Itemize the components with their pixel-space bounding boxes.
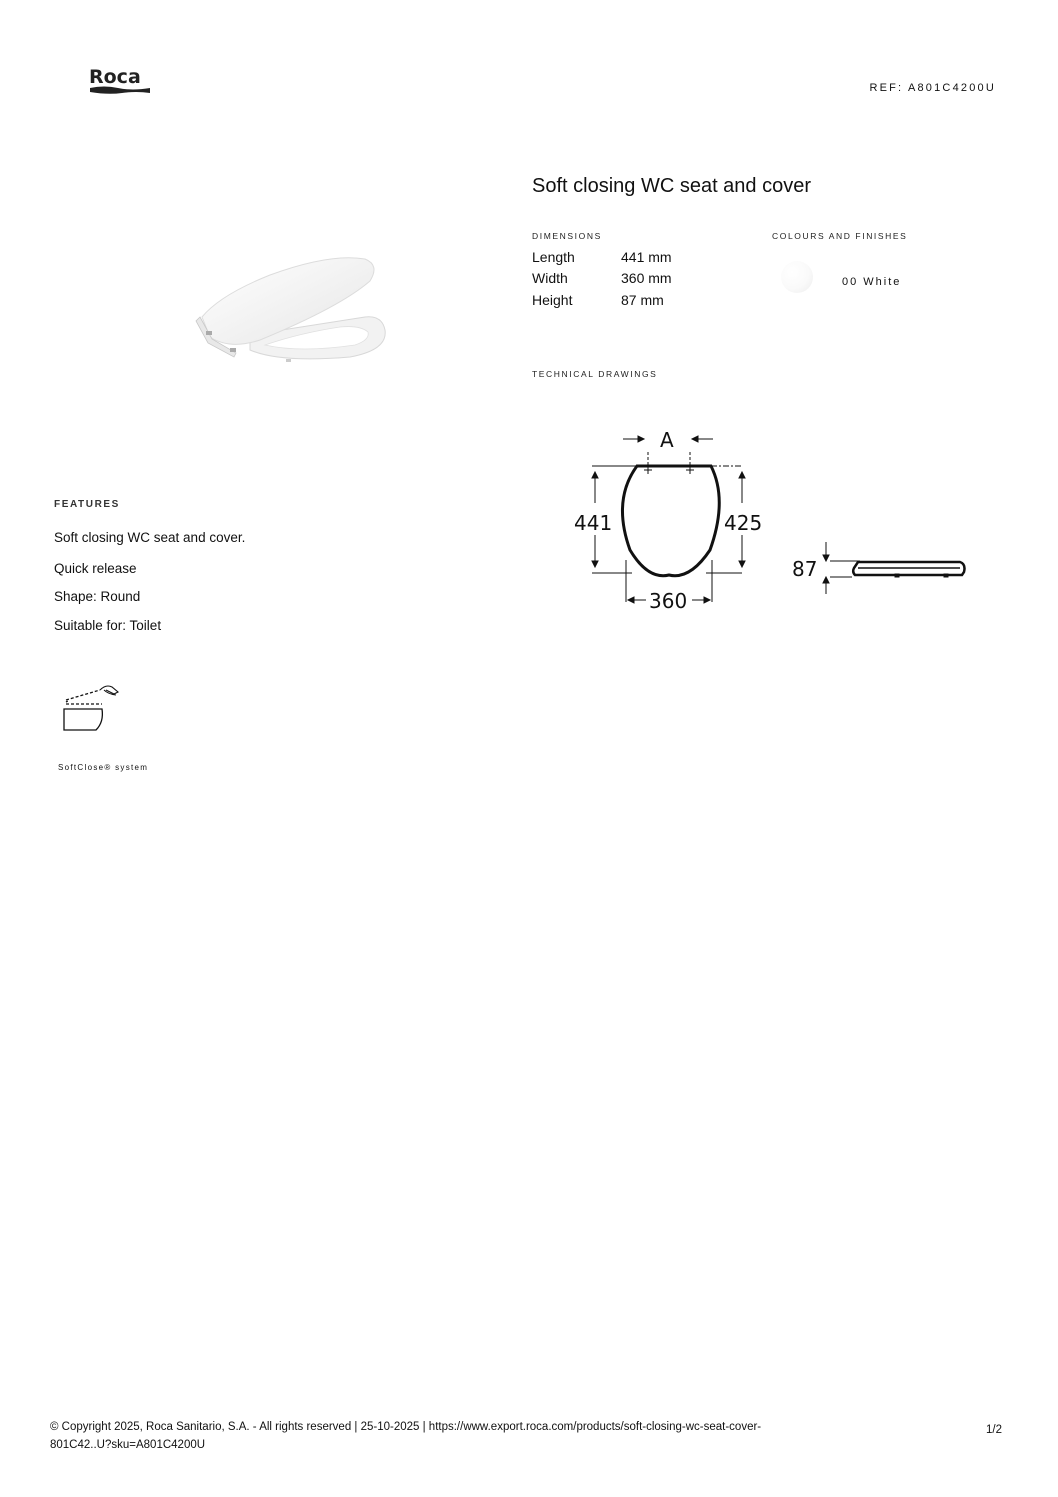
dimension-label-length: Length — [532, 249, 575, 265]
finish-swatch-white[interactable] — [781, 261, 813, 293]
dimension-label-360: 360 — [649, 589, 688, 613]
feature-item: Quick release — [54, 561, 137, 576]
feature-item: Soft closing WC seat and cover. — [54, 530, 246, 545]
dimension-label-a: A — [660, 428, 674, 452]
footer-line-2: 801C42..U?sku=A801C4200U — [50, 1439, 206, 1451]
finishes-heading: COLOURS AND FINISHES — [772, 231, 908, 241]
dimension-value-height: 87 mm — [621, 292, 664, 308]
roca-logo-mark — [88, 66, 154, 96]
softclose-icon — [60, 682, 122, 734]
product-title: Soft closing WC seat and cover — [532, 175, 812, 197]
dimension-label-441: 441 — [574, 511, 613, 535]
dimension-label-height: Height — [532, 292, 573, 308]
softclose-caption: SoftClose® system — [58, 763, 149, 772]
footer-copyright — [50, 1418, 850, 1454]
dimension-value-width: 360 mm — [621, 270, 672, 286]
logo-text: Roca — [89, 66, 141, 88]
dimensions-heading: DIMENSIONS — [532, 231, 602, 241]
dimension-value-length: 441 mm — [621, 249, 672, 265]
technical-drawing-svg — [560, 420, 1000, 620]
dimension-label-425: 425 — [724, 511, 763, 535]
dimension-label-width: Width — [532, 270, 568, 286]
product-reference: REF: A801C4200U — [869, 82, 996, 94]
product-image — [190, 245, 390, 375]
finish-name: 00 White — [842, 276, 902, 288]
footer-line-1: © Copyright 2025, Roca Sanitario, S.A. - All rights reserved | 25-10-2025 | https://www.export.roca.com/products/soft-closing-wc-seat-cover- — [50, 1421, 762, 1433]
technical-drawings-heading: TECHNICAL DRAWINGS — [532, 369, 658, 379]
technical-drawing — [560, 420, 1000, 620]
page-number: 1/2 — [986, 1424, 1002, 1436]
feature-item: Suitable for: Toilet — [54, 618, 162, 633]
roca-logo — [88, 66, 154, 96]
dimension-label-87: 87 — [792, 557, 818, 581]
features-heading: FEATURES — [54, 499, 120, 510]
feature-item: Shape: Round — [54, 589, 141, 604]
